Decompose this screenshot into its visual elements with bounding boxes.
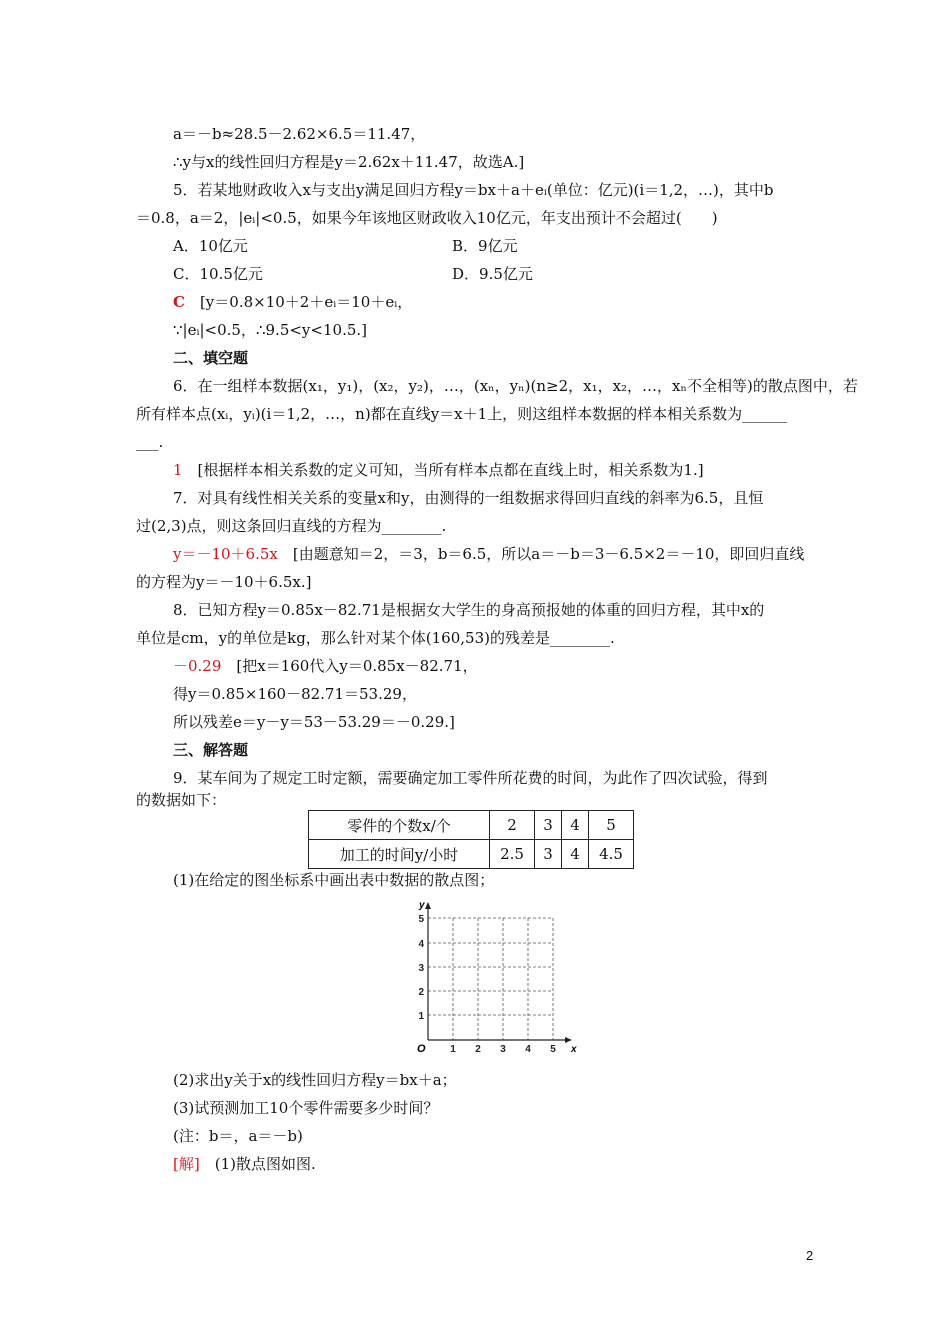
answer-8 — [173, 656, 478, 676]
option-d: D．9.5亿元 — [452, 265, 533, 283]
answer-5 — [173, 292, 412, 312]
table-cell: 3 — [535, 840, 562, 869]
y-axis-arrow — [425, 902, 431, 909]
question-6-cont: 所有样本点(xᵢ，yᵢ)(i＝1,2，…，n)都在直线y＝x＋1上，则这组样本数据的样本相关系数为______ — [136, 405, 788, 423]
answer-explanation: [把x＝160代入y＝0.85x－82.71， — [221, 657, 478, 675]
answer-value: －0.29 — [173, 657, 222, 675]
page-number: 2 — [806, 1248, 814, 1263]
table-cell: 4 — [562, 840, 589, 869]
table-cell: 4 — [562, 811, 589, 840]
text-line: a＝－b≈28.5－2.62×6.5＝11.47， — [173, 125, 426, 143]
table-header-cell: 零件的个数x/个 — [309, 811, 490, 840]
x-tick-label: 3 — [500, 1044, 506, 1055]
table-cell: 3 — [535, 811, 562, 840]
question-5: 5．若某地财政收入x与支出y满足回归方程y＝bx＋a＋eᵢ(单位：亿元)(i＝1,2，…)，其中b — [173, 181, 774, 199]
sub-question-1: (1)在给定的图坐标系中画出表中数据的散点图； — [173, 871, 495, 889]
answer-value: 1 — [173, 461, 183, 479]
text-line: 的方程为y＝－10＋6.5x.] — [136, 573, 312, 591]
text-line: ∴y与x的线性回归方程是y＝2.62x＋11.47，故选A.] — [173, 153, 525, 171]
section-heading: 三、解答题 — [173, 741, 249, 759]
y-tick-label: 5 — [418, 914, 424, 925]
x-tick-label: 2 — [475, 1044, 481, 1055]
option-c: C．10.5亿元 — [173, 265, 263, 283]
table-cell: 4.5 — [589, 840, 634, 869]
text-line: ∵|eᵢ|<0.5，∴9.5<y<10.5.] — [173, 321, 367, 339]
section-heading: 二、填空题 — [173, 349, 249, 367]
text-line: 所以残差e＝y－y＝53－53.29＝－0.29.] — [173, 713, 455, 731]
solution-label: [解] — [173, 1155, 200, 1173]
sub-question-3: (3)试预测加工10个零件需要多少时间？ — [173, 1099, 439, 1117]
question-6: 6．在一组样本数据(x₁，y₁)，(x₂，y₂)，…，(xₙ，yₙ)(n≥2，x₁，x₂，…，xₙ不全相等)的散点图中，若 — [173, 377, 858, 395]
x-axis-label: x — [571, 1044, 577, 1055]
x-tick-label: 1 — [450, 1044, 456, 1055]
answer-6 — [173, 460, 704, 480]
table-cell: 2 — [490, 811, 535, 840]
question-8: 8．已知方程y＝0.85x－82.71是根据女大学生的身高预报她的体重的回归方程，其中x的 — [173, 601, 765, 619]
text-line: 得y＝0.85×160－82.71＝53.29， — [173, 685, 417, 703]
y-tick-label: 3 — [418, 963, 424, 974]
question-7: 7．对具有线性相关关系的变量x和y，由测得的一组数据求得回归直线的斜率为6.5，且恒 — [173, 489, 764, 507]
table-row — [309, 840, 634, 869]
grid-lines — [428, 918, 553, 1040]
x-tick-label: 4 — [525, 1044, 531, 1055]
table-cell: 2.5 — [490, 840, 535, 869]
option-a: A．10亿元 — [173, 237, 248, 255]
note: (注：b＝，a＝－b) — [173, 1127, 303, 1145]
solution-text: (1)散点图如图. — [199, 1155, 316, 1173]
y-tick-label: 4 — [418, 939, 424, 950]
coordinate-grid — [408, 898, 580, 1060]
x-tick-label: 5 — [550, 1044, 556, 1055]
origin-label: O — [417, 1043, 426, 1055]
answer-explanation: [y＝0.8×10＋2＋eᵢ＝10＋eᵢ， — [184, 293, 413, 311]
x-axis-arrow — [565, 1037, 572, 1043]
table-header-cell: 加工的时间y/小时 — [309, 840, 490, 869]
table-row — [309, 811, 634, 840]
question-5-cont: ＝0.8，a＝2，|eᵢ|<0.5，如果今年该地区财政收入10亿元，年支出预计不会超过( ) — [136, 209, 718, 227]
y-tick-label: 2 — [418, 987, 424, 998]
answer-explanation: [根据样本相关系数的定义可知，当所有样本点都在直线上时，相关系数为1.] — [182, 461, 704, 479]
y-tick-label: 1 — [418, 1011, 424, 1022]
question-9-cont: 的数据如下： — [136, 791, 227, 809]
answer-letter: C — [173, 293, 185, 311]
option-b: B．9亿元 — [452, 237, 518, 255]
solution-start — [173, 1154, 316, 1174]
answer-explanation: [由题意知＝2，＝3，b＝6.5，所以a＝－b＝3－6.5×2＝－10，即回归直线 — [277, 545, 805, 563]
table-cell: 5 — [589, 811, 634, 840]
y-axis-label: y — [419, 900, 425, 911]
sub-question-2: (2)求出y关于x的线性回归方程y＝bx＋a； — [173, 1071, 457, 1089]
question-8-cont: 单位是cm，y的单位是kg，那么针对某个体(160,53)的残差是________. — [136, 629, 615, 647]
question-7-cont: 过(2,3)点，则这条回归直线的方程为________. — [136, 517, 447, 535]
data-table — [308, 810, 634, 869]
question-9: 9．某车间为了规定工时定额，需要确定加工零件所花费的时间，为此作了四次试验，得到 — [173, 769, 768, 787]
answer-value: y＝－10＋6.5x — [173, 545, 278, 563]
question-6-cont: ___. — [136, 433, 164, 451]
answer-7 — [173, 544, 804, 564]
